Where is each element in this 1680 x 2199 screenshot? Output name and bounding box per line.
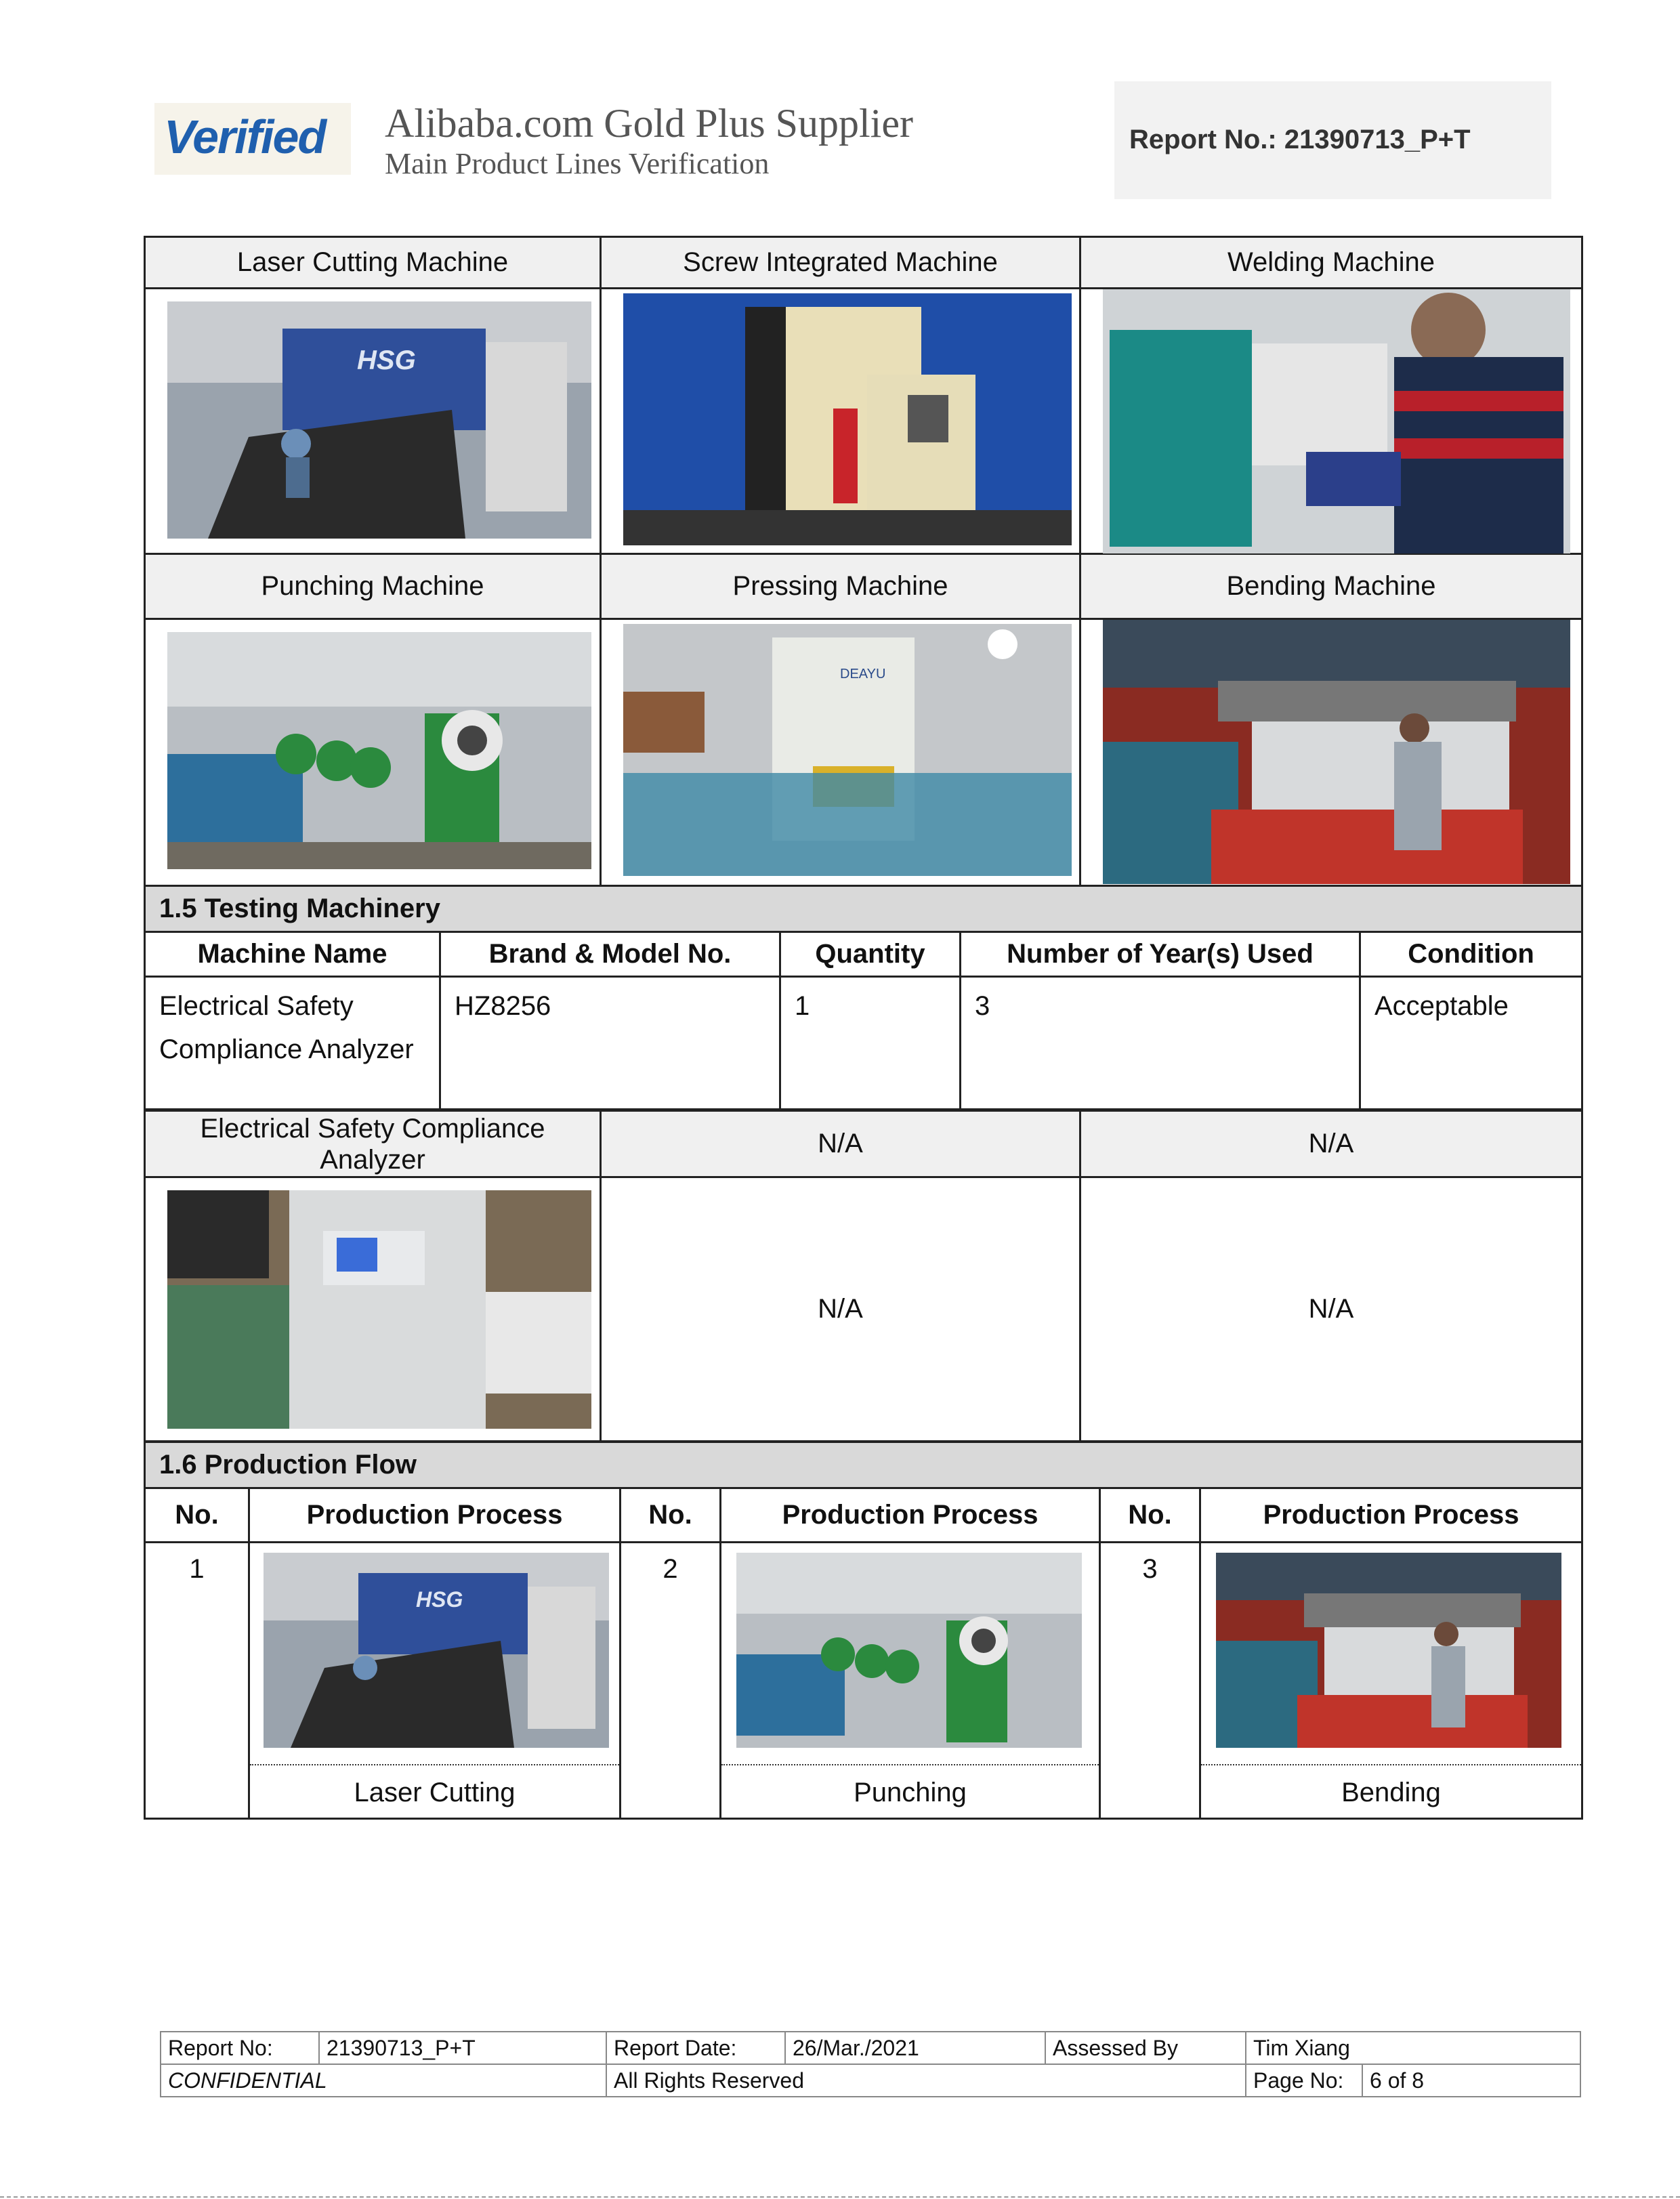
column-header: No. — [621, 1488, 721, 1543]
column-header: Production Process — [249, 1488, 621, 1543]
machine-header: Laser Cutting Machine — [145, 237, 601, 289]
svg-text:HSG: HSG — [357, 345, 416, 375]
process-cell — [721, 1543, 1100, 1819]
step-number: 3 — [1100, 1543, 1200, 1819]
footer-rights: All Rights Reserved — [606, 2064, 1246, 2097]
footer-assessed-by: Tim Xiang — [1246, 2032, 1580, 2064]
footer-page-label: Page No: — [1246, 2064, 1362, 2097]
years-used-cell: 3 — [961, 977, 1360, 1110]
section-title: 1.5 Testing Machinery — [145, 886, 1582, 932]
footer-assessed-by-label: Assessed By — [1045, 2032, 1246, 2064]
column-header: Quantity — [780, 932, 961, 977]
logo-text: Verified — [164, 110, 326, 163]
process-label: Punching — [721, 1764, 1099, 1818]
screw-integrated-machine-photo — [623, 293, 1072, 545]
bending-process-photo — [1216, 1553, 1561, 1748]
column-header: Condition — [1360, 932, 1582, 977]
testing-machinery-table — [144, 885, 1583, 1110]
testing-photos-table — [144, 1110, 1583, 1442]
laser-cutting-machine-photo — [167, 301, 591, 539]
machine-header: Bending Machine — [1080, 554, 1582, 619]
report-number-box — [1114, 81, 1551, 199]
machine-header: Screw Integrated Machine — [601, 237, 1080, 289]
step-number: 1 — [145, 1543, 249, 1819]
bending-machine-photo — [1103, 620, 1570, 884]
safety-analyzer-photo — [167, 1190, 591, 1429]
brand-model-cell: HZ8256 — [440, 977, 780, 1110]
condition-cell: Acceptable — [1360, 977, 1582, 1110]
footer-report-no: 21390713_P+T — [319, 2032, 606, 2064]
machine-photo-cell — [1080, 619, 1582, 886]
section-title: 1.6 Production Flow — [145, 1442, 1582, 1488]
report-number: Report No.: 21390713_P+T — [1129, 125, 1471, 154]
laser-cutting-process-photo — [264, 1553, 609, 1748]
photo-cell — [145, 1177, 601, 1442]
footer-page-number: 6 of 8 — [1362, 2064, 1580, 2097]
punching-process-photo — [736, 1553, 1082, 1748]
machines-table — [144, 236, 1583, 887]
production-flow-table — [144, 1441, 1583, 1820]
column-header: Number of Year(s) Used — [961, 932, 1360, 977]
column-header: Brand & Model No. — [440, 932, 780, 977]
page-bottom-divider — [0, 2196, 1680, 2198]
machine-header: Welding Machine — [1080, 237, 1582, 289]
process-label: Laser Cutting — [250, 1764, 619, 1818]
header-title: Alibaba.com Gold Plus Supplier — [385, 101, 913, 146]
punching-machine-photo — [167, 632, 591, 869]
machine-photo-cell — [1080, 289, 1582, 554]
column-header: No. — [1100, 1488, 1200, 1543]
column-header: Production Process — [1200, 1488, 1582, 1543]
welding-machine-photo — [1103, 289, 1570, 553]
verified-logo — [154, 103, 351, 175]
na-cell: N/A — [601, 1177, 1080, 1442]
pressing-machine-photo — [623, 624, 1072, 876]
machine-photo-cell — [601, 289, 1080, 554]
column-header: No. — [145, 1488, 249, 1543]
footer-confidential: CONFIDENTIAL — [161, 2064, 606, 2097]
machine-header: Punching Machine — [145, 554, 601, 619]
photo-header: N/A — [601, 1111, 1080, 1177]
column-header: Production Process — [721, 1488, 1100, 1543]
machine-header: Pressing Machine — [601, 554, 1080, 619]
footer-report-date-label: Report Date: — [606, 2032, 785, 2064]
na-cell: N/A — [1080, 1177, 1582, 1442]
svg-text:DEAYU: DEAYU — [840, 667, 886, 682]
photo-header: Electrical Safety Compliance Analyzer — [145, 1111, 601, 1177]
footer-report-no-label: Report No: — [161, 2032, 319, 2064]
machine-photo-cell — [601, 619, 1080, 886]
photo-header: N/A — [1080, 1111, 1582, 1177]
machine-photo-cell — [145, 619, 601, 886]
footer-table — [160, 2031, 1581, 2097]
machine-photo-cell — [145, 289, 601, 554]
process-cell — [1200, 1543, 1582, 1819]
step-number: 2 — [621, 1543, 721, 1819]
footer-report-date: 26/Mar./2021 — [785, 2032, 1045, 2064]
column-header: Machine Name — [145, 932, 440, 977]
process-cell — [249, 1543, 621, 1819]
process-label: Bending — [1201, 1764, 1581, 1818]
machine-name-cell: Electrical Safety Compliance Analyzer — [145, 977, 440, 1110]
header-subtitle: Main Product Lines Verification — [385, 147, 770, 180]
svg-text:HSG: HSG — [416, 1587, 463, 1612]
quantity-cell: 1 — [780, 977, 961, 1110]
